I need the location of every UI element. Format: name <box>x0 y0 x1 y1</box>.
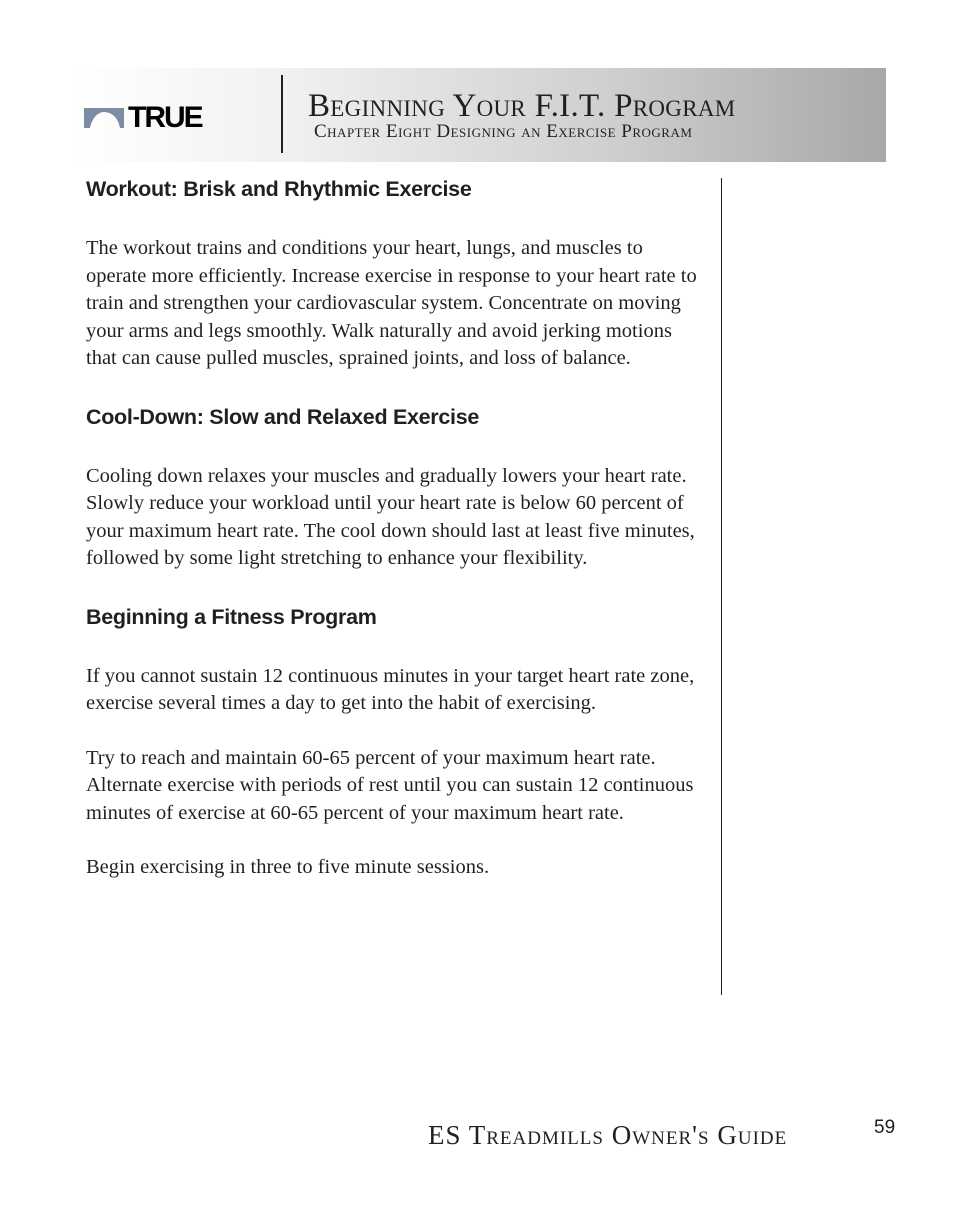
main-content <box>86 172 706 909</box>
svg-text:TRUE: TRUE <box>128 101 202 130</box>
page-title: Beginning Your F.I.T. Program <box>308 88 736 124</box>
section-heading: Beginning a Fitness Program <box>86 604 377 629</box>
paragraph: If you cannot sustain 12 continuous minutes in your target heart rate zone, exercise several times a day to get into the habit of exercising. <box>86 664 695 714</box>
paragraph: Begin exercising in three to five minute sessions. <box>86 856 490 878</box>
true-logo <box>84 100 254 130</box>
margin-rule <box>721 178 722 995</box>
header-divider <box>281 75 283 153</box>
page-number: 59 <box>874 1117 896 1138</box>
section-heading: Workout: Brisk and Rhythmic Exercise <box>86 177 472 201</box>
paragraph: The workout trains and conditions your heart, lungs, and muscles to operate more efficiently. Increase exercise in response to your heart rate to train and strengthen your cardiovascular system. Concentrate on moving your arms and legs smoothly. Walk naturally and avoid jerking motions that can cause pulled muscles, sprained joints, and loss of balance. <box>86 237 697 369</box>
section-heading: Cool-Down: Slow and Relaxed Exercise <box>86 404 480 429</box>
chapter-subtitle: Chapter Eight Designing an Exercise Program <box>314 121 693 142</box>
guide-title: ES Treadmills Owner's Guide <box>428 1120 788 1150</box>
paragraph: Cooling down relaxes your muscles and gradually lowers your heart rate. Slowly reduce your workload until your heart rate is below 60 percent of your maximum heart rate. The cool down should last at least five minutes, followed by some light stretching to enhance your flexibility. <box>86 464 695 569</box>
paragraph: Try to reach and maintain 60-65 percent of your maximum heart rate. Alternate exercise with periods of rest until you can sustain 12 continuous minutes of exercise at 60-65 percent of your maximum heart rate. <box>86 746 694 824</box>
